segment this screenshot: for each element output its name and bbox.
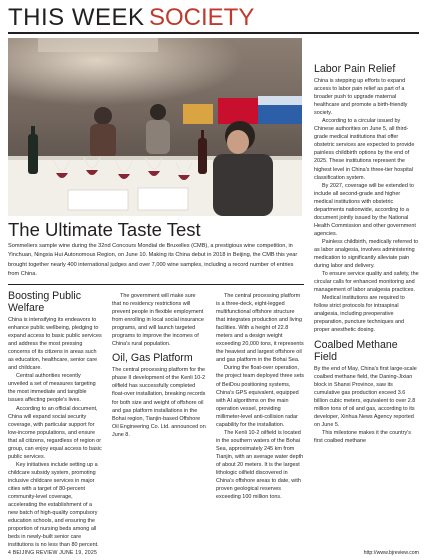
feature-title: The Ultimate Taste Test <box>8 219 201 240</box>
labor-paragraph: Medical institutions are required to follow strict protocols for intraspinal analgesia, including preoperative preparation, puncture techniques and proper anesthetic dosing. <box>314 295 405 334</box>
welfare-paragraph: Key initiatives include setting up a childcare subsidy system, promoting inclusive childcare services in major cities with a target of 80-percent community-level coverage, accelerating the establishment of a new batch of high-quality compulsory education schools, and ensuring the proportion of nursing beds among all beds in newly-built senior care institutions is no less than 80 percent. <box>8 461 99 549</box>
welfare-paragraph: The government will make sure that no residency restrictions will prevent people in flexible employment from enrolling in local social insurance programs, and will launch targeted programs to improve the incomes of China's rural population. <box>112 293 204 348</box>
header-section-name: SOCIETY <box>148 4 255 31</box>
welfare-headline: Boosting Public Welfare <box>8 290 82 314</box>
labor-paragraph: By 2027, coverage will be extended to include all second-grade and higher medical institutions with obstetric departments nationwide, according to a document jointly issued by the National Health Commission and other government agencies. <box>314 182 416 237</box>
article-column-2 <box>112 292 206 439</box>
oilgas-paragraph: The Kenli 10-2 oilfield is located in the southern waters of the Bohai Sea, approximately 245 km from Tianjin, with an average water depth of about 20 meters. It is the largest lithologic oilfield discovered in China's offshore areas to date, with proven geological reserves exceeding 100 million tons. <box>216 429 304 501</box>
labor-paragraph: Painless childbirth, medically referred to as labor analgesia, involves administering medication to significantly alleviate pain during labor and delivery. <box>314 238 419 270</box>
labor-paragraph: To ensure service quality and safety, the circular calls for enhanced monitoring and management of labor analgesia practices. <box>314 271 419 294</box>
section-header <box>8 4 419 32</box>
header-rule <box>8 32 419 34</box>
coalbed-headline: Coalbed Methane Field <box>314 338 398 363</box>
feature-caption-text: Sommeliers sample wine during the 32nd Concours Mondial de Bruxelles (CMB), a prestigious wine competition, in Yinchuan, Ningxia Hui Autonomous Region, on June 10. Making its China debut in 2018 in Beijing, the CMB this year brought together nearly 400 international judges and over 7,000 wine samples, including a record number of entries from China. <box>8 243 298 278</box>
page-footer-folio: 4 BEIJING REVIEW JUNE 19, 2025 <box>8 550 98 556</box>
labor-paragraph: China is stepping up efforts to expand access to labor pain relief as part of a broader push to upgrade maternal healthcare and promote a birth-friendly society. <box>314 78 408 117</box>
section-divider <box>8 284 304 285</box>
feature-caption <box>8 242 304 280</box>
page-footer-url: http://www.bjreview.com <box>363 550 419 556</box>
coalbed-paragraph: This milestone makes it the country's first coalbed methane <box>314 429 411 444</box>
welfare-paragraph: According to an official document, China will expand social security coverage, with particular support for low-income populations, and ensure that all citizens, regardless of region or group, can enjoy equal access to basic public services. <box>8 405 102 460</box>
labor-headline: Labor Pain Relief <box>314 63 396 75</box>
oilgas-paragraph: The central processing platform is a three-deck, eight-legged multifunctional offshore structure that integrates production and living facilities. With a height of 22.8 meters and a design weight exceeding 20,000 tons, it represents the heaviest and largest offshore oil and gas platform in the Bohai Sea. <box>216 293 304 364</box>
welfare-paragraph: Central authorities recently unveiled a set of measures targeting the most immediate and tangible issues affecting people's lives. <box>8 373 96 404</box>
oilgas-paragraph: The central processing platform for the phase II development of the Kenli 10-2 oilfield has successfully completed float-over installation, breaking records for both size and weight of offshore oil and gas platform installations in the Bohai region, Tianjin-based Offshore Oil Engineering Co. Ltd. announced on June 8. <box>112 367 206 438</box>
wine-tasting-photo <box>8 38 302 216</box>
article-right-column <box>314 63 420 445</box>
article-welfare <box>8 290 102 549</box>
oilgas-paragraph: During the float-over operation, the project team deployed three sets of BeiDou positioning systems, China's GPS equivalent, equipped with AI algorithms on the main operation vessel, providing millimeter-level anti-collision radar capability for the installation. <box>216 365 304 428</box>
article-column-3 <box>216 292 304 501</box>
oilgas-headline: Oil, Gas Platform <box>112 352 193 365</box>
coalbed-paragraph: By the end of May, China's first large-scale coalbed methane field, the Daning-Jixian block in Shanxi Province, saw its cumulative gas production exceed 3.6 billion cubic meters, equivalent to over 2.8 million tons of oil and gas, according to its developer, Xinhua News Agency reported on June 5. <box>314 365 417 428</box>
welfare-paragraph: China is intensifying its endeavors to enhance public wellbeing, pledging to expand access to basic public services and address the most pressing concerns of its citizens in areas such as education, healthcare, senior care and childcare. <box>8 317 102 372</box>
labor-paragraph: According to a circular issued by Chinese authorities on June 5, all third-grade medical institutions that offer obstetric services are expected to provide painless childbirth options by the end of 2025. These institutions represent the highest level in China's three-tier hospital classification system. <box>314 118 415 181</box>
header-this-week: THIS WEEK <box>8 4 145 31</box>
